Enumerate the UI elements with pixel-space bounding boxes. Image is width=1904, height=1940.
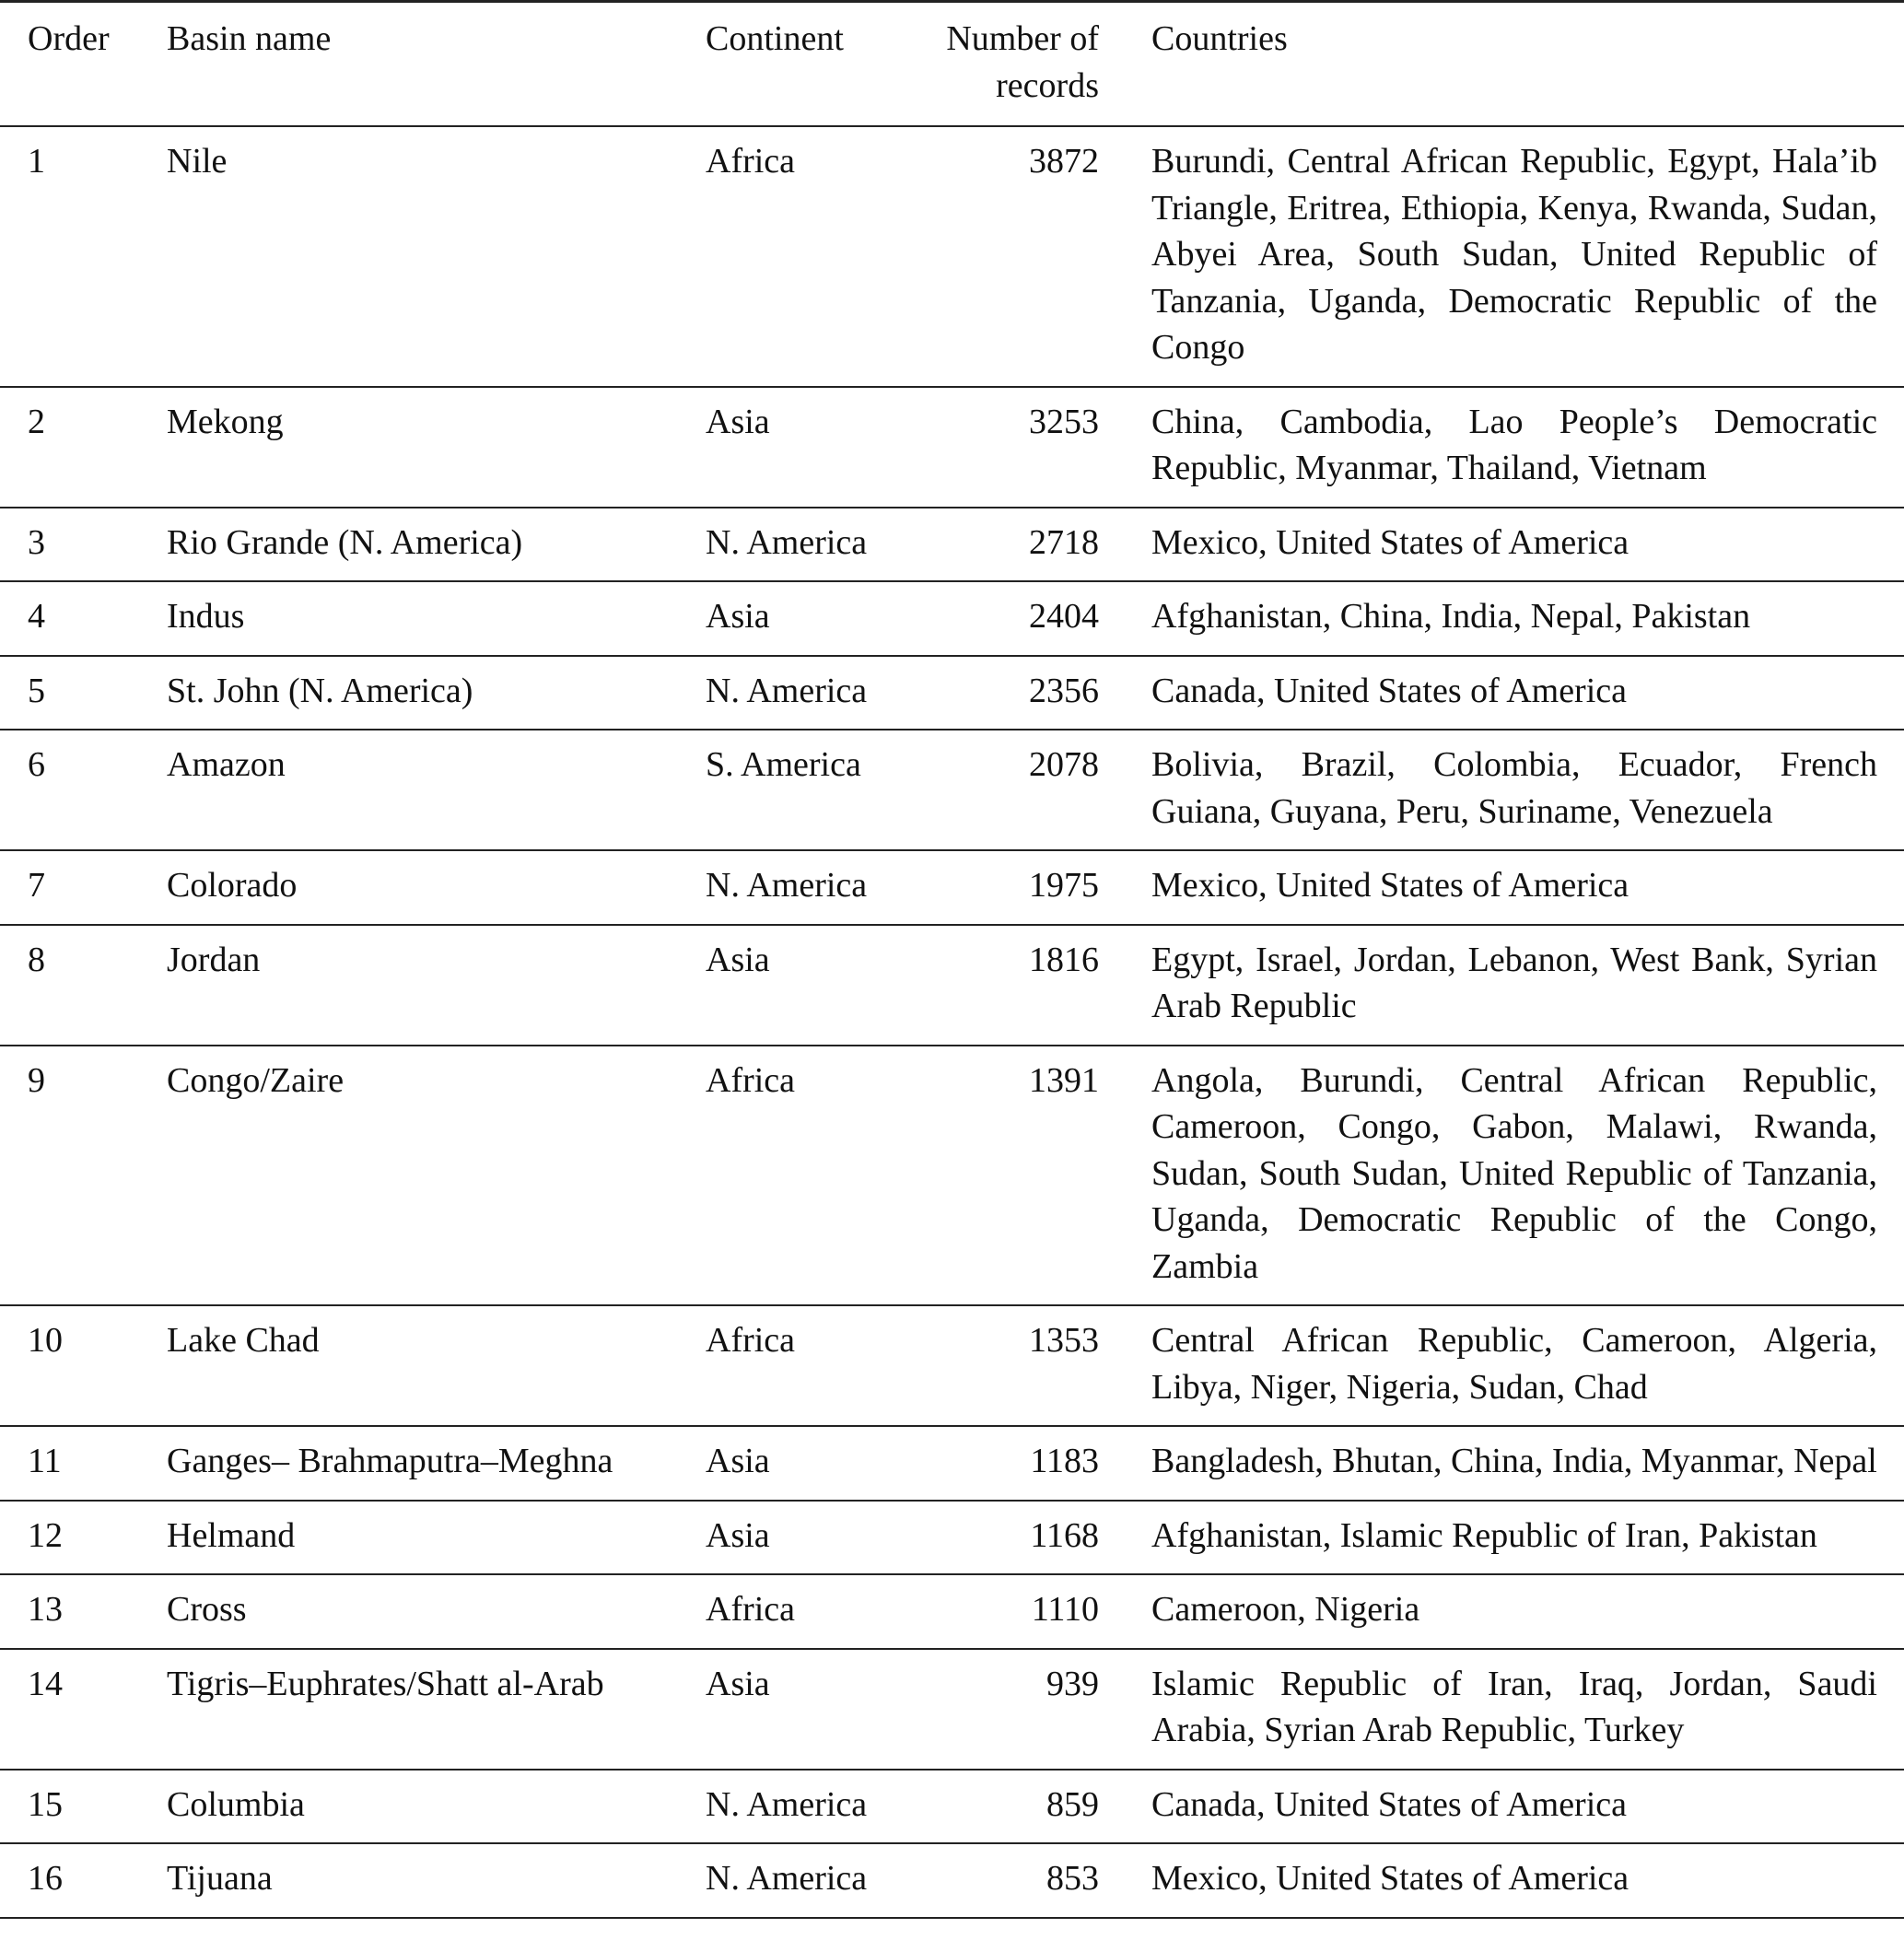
continent-cell: Asia <box>706 402 770 441</box>
continent-cell: Africa <box>706 142 796 181</box>
continent-cell: Asia <box>706 1442 770 1480</box>
basin-name-cell: Amazon <box>167 745 286 784</box>
countries-cell: Angola, Burundi, Central African Republic, Cameroon, Congo, Gabon, Malawi, Rwanda, Sudan, South Sudan, United Republic of Tanzania, Uganda, Democratic Republic of the Congo, Zambia <box>1151 1060 1877 1286</box>
basin-name-cell: Indus <box>167 597 245 636</box>
table-row <box>0 387 1904 508</box>
countries-cell: Afghanistan, Islamic Republic of Iran, Pakistan <box>1151 1515 1817 1555</box>
order-cell: 9 <box>28 1060 45 1100</box>
continent-cell: Africa <box>706 1321 796 1360</box>
basin-name-cell: Rio Grande (N. America) <box>167 522 523 562</box>
header-order: Order <box>28 19 110 58</box>
table-row <box>0 126 1904 387</box>
table-row <box>0 1501 1904 1575</box>
basin-name-cell: Cross <box>167 1590 247 1629</box>
basin-name-cell: Ganges– Brahmaputra–Meghna <box>167 1442 613 1480</box>
header-row <box>0 2 1904 127</box>
continent-cell: Africa <box>706 1590 796 1629</box>
records-cell: 1816 <box>1029 940 1099 979</box>
order-cell: 11 <box>28 1442 62 1480</box>
order-cell: 8 <box>28 940 45 979</box>
order-cell: 10 <box>28 1321 63 1360</box>
countries-cell: Cameroon, Nigeria <box>1151 1590 1420 1629</box>
table-row <box>0 1305 1904 1426</box>
basin-name-cell: Congo/Zaire <box>167 1060 345 1100</box>
order-cell: 7 <box>28 866 45 905</box>
table-row <box>0 1649 1904 1770</box>
records-cell: 2404 <box>1029 597 1099 636</box>
countries-cell: Mexico, United States of America <box>1151 522 1629 562</box>
records-cell: 2356 <box>1029 671 1099 710</box>
countries-cell: Islamic Republic of Iran, Iraq, Jordan, Saudi Arabia, Syrian Arab Republic, Turkey <box>1151 1664 1877 1749</box>
basin-name-cell: Tijuana <box>167 1859 273 1898</box>
continent-cell: Asia <box>706 1515 770 1555</box>
order-cell: 5 <box>28 671 45 710</box>
continent-cell: Asia <box>706 597 770 636</box>
table-row <box>0 850 1904 925</box>
basin-name-cell: Helmand <box>167 1515 296 1555</box>
table-row <box>0 1426 1904 1501</box>
countries-cell: Burundi, Central African Republic, Egypt, Hala’ib Triangle, Eritrea, Ethiopia, Kenya, Rwanda, Sudan, Abyei Area, South Sudan, United Republic of Tanzania, Uganda, Democratic Republic of the Congo <box>1151 142 1877 367</box>
records-cell: 2078 <box>1029 745 1099 784</box>
header-number-of-records <box>929 2 1099 127</box>
order-cell: 6 <box>28 745 45 784</box>
header-number-of-records-line1: Number of <box>946 19 1099 58</box>
table-row <box>0 508 1904 582</box>
basin-name-cell: Nile <box>167 142 228 181</box>
order-cell: 3 <box>28 522 45 562</box>
countries-cell: Central African Republic, Cameroon, Algeria, Libya, Niger, Nigeria, Sudan, Chad <box>1151 1321 1877 1407</box>
continent-cell: Africa <box>706 1060 796 1100</box>
records-cell: 853 <box>1046 1859 1099 1898</box>
header-number-of-records-line2: records <box>996 65 1099 105</box>
header-countries: Countries <box>1151 19 1288 58</box>
table-row <box>0 925 1904 1046</box>
records-cell: 2718 <box>1029 522 1099 562</box>
countries-cell: Mexico, United States of America <box>1151 866 1629 905</box>
countries-cell: Bangladesh, Bhutan, China, India, Myanmar, Nepal <box>1151 1442 1877 1480</box>
continent-cell: N. America <box>706 1784 868 1824</box>
table-row <box>0 730 1904 850</box>
table-header <box>0 2 1904 127</box>
basin-name-cell: Colorado <box>167 866 298 905</box>
countries-cell: Mexico, United States of America <box>1151 1859 1629 1898</box>
table-row <box>0 581 1904 656</box>
table-body <box>0 126 1904 1918</box>
table-row <box>0 1574 1904 1649</box>
records-cell: 1110 <box>1031 1590 1099 1629</box>
records-cell: 939 <box>1046 1664 1099 1703</box>
order-cell: 13 <box>28 1590 63 1629</box>
records-cell: 1391 <box>1029 1060 1099 1100</box>
continent-cell: N. America <box>706 866 868 905</box>
countries-cell: Canada, United States of America <box>1151 671 1628 710</box>
records-cell: 3872 <box>1029 142 1099 181</box>
table-row <box>0 1046 1904 1306</box>
table-row <box>0 656 1904 730</box>
countries-cell: Bolivia, Brazil, Colombia, Ecuador, French Guiana, Guyana, Peru, Suriname, Venezuela <box>1151 745 1877 831</box>
continent-cell: N. America <box>706 1859 868 1898</box>
order-cell: 4 <box>28 597 45 636</box>
order-cell: 1 <box>28 142 45 181</box>
continent-cell: N. America <box>706 671 868 710</box>
countries-cell: Canada, United States of America <box>1151 1784 1628 1824</box>
records-cell: 859 <box>1046 1784 1099 1824</box>
basin-name-cell: Lake Chad <box>167 1321 320 1360</box>
basin-name-cell: Jordan <box>167 940 261 979</box>
continent-cell: S. America <box>706 745 861 784</box>
records-cell: 3253 <box>1029 402 1099 441</box>
basin-name-cell: Columbia <box>167 1784 305 1824</box>
countries-cell: Egypt, Israel, Jordan, Lebanon, West Bank, Syrian Arab Republic <box>1151 940 1877 1025</box>
basin-name-cell: St. John (N. America) <box>167 671 473 710</box>
table-row <box>0 1770 1904 1844</box>
basin-name-cell: Mekong <box>167 402 284 441</box>
order-cell: 16 <box>28 1859 63 1898</box>
basin-name-cell: Tigris–Euphrates/Shatt al-Arab <box>167 1664 604 1703</box>
order-cell: 14 <box>28 1664 63 1703</box>
countries-cell: China, Cambodia, Lao People’s Democratic Republic, Myanmar, Thailand, Vietnam <box>1151 402 1877 487</box>
table-row <box>0 1843 1904 1918</box>
records-cell: 1353 <box>1029 1321 1099 1360</box>
records-cell: 1183 <box>1030 1442 1099 1480</box>
countries-cell: Afghanistan, China, India, Nepal, Pakistan <box>1151 597 1751 636</box>
order-cell: 12 <box>28 1515 63 1555</box>
continent-cell: Asia <box>706 940 770 979</box>
header-continent: Continent <box>706 19 844 58</box>
continent-cell: Asia <box>706 1664 770 1703</box>
records-cell: 1168 <box>1030 1515 1099 1555</box>
continent-cell: N. America <box>706 522 868 562</box>
order-cell: 2 <box>28 402 45 441</box>
header-basin-name: Basin name <box>167 19 332 58</box>
order-cell: 15 <box>28 1784 63 1824</box>
records-cell: 1975 <box>1029 866 1099 905</box>
